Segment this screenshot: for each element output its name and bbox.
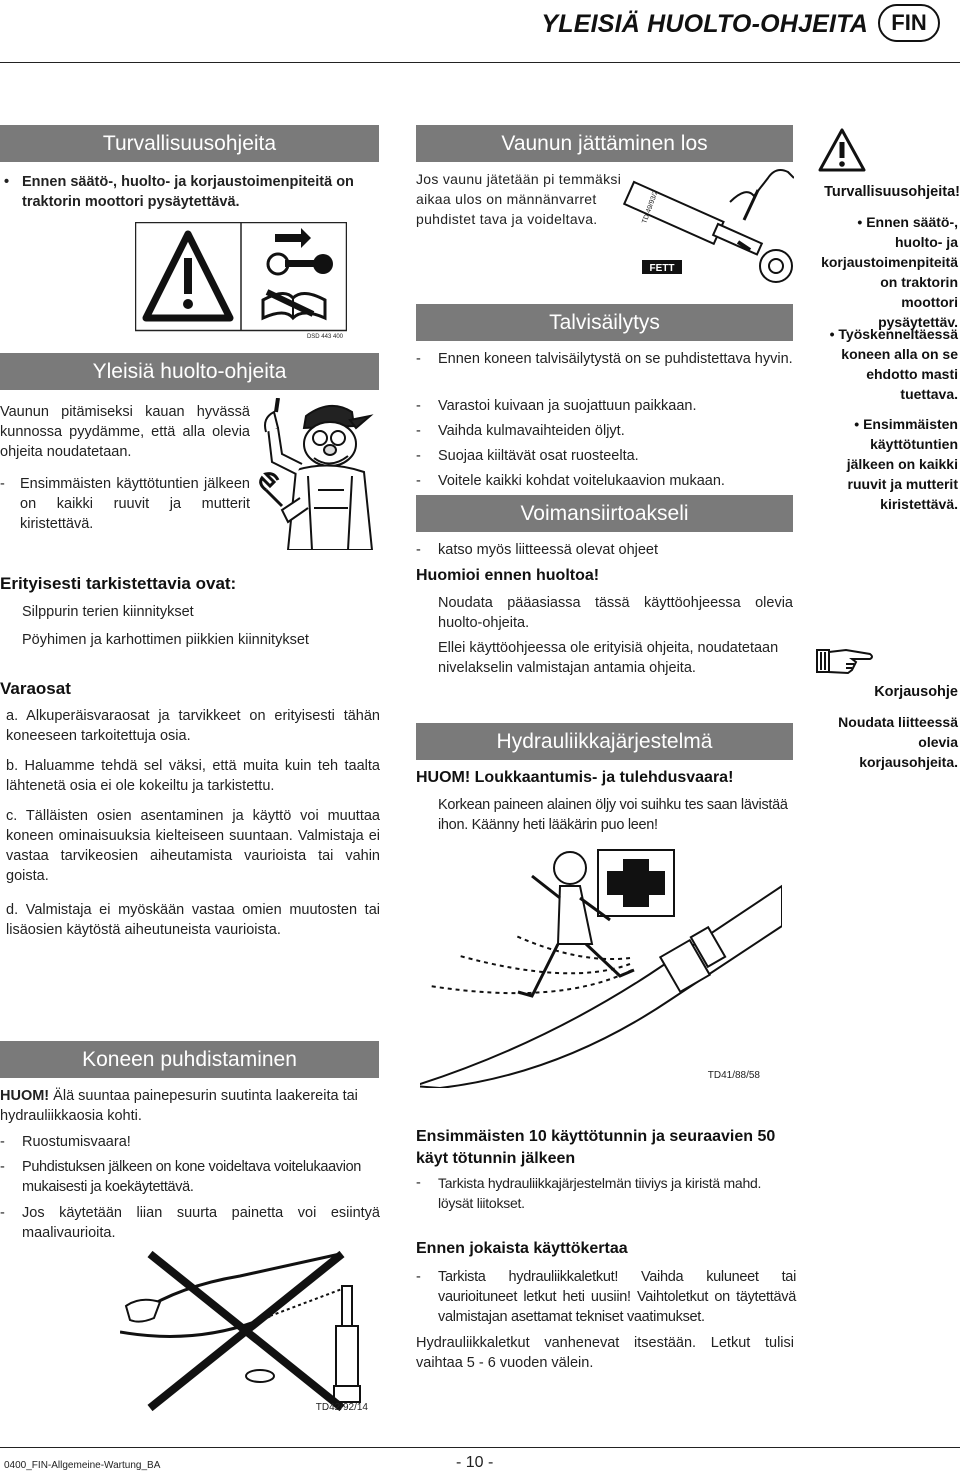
safety-section-bar: Turvallisuusohjeita [0, 125, 379, 162]
cleaning-huom-text: Älä suuntaa painepesurin suutinta laakereita tai hydrauliikkaosia kohti. [0, 1088, 358, 1124]
hydraulics-text: Korkean paineen alainen öljy voi suihku tes saan lävistää ihon. Käänny heti lääkärin puo leen! [438, 797, 788, 833]
bullet-icon: • [4, 174, 10, 190]
bullet-icon: • [854, 416, 864, 432]
safety-bullet [0, 172, 382, 212]
dash-marker: - [416, 1175, 421, 1191]
cleaning-huom [0, 1086, 380, 1126]
winter-item-text: Varastoi kuivaan ja suojattuun paikkaan. [438, 398, 697, 414]
safety-bullet-text: Ennen säätö-, huolto- ja korjaustoimenpiteitä on traktorin moottori pysäytettävä. [22, 174, 354, 210]
warning-triangle-icon [818, 126, 866, 174]
side-safety-title: Turvallisuusohjeita! [824, 184, 960, 200]
dash-marker: - [416, 1269, 421, 1285]
dash-marker: - [416, 542, 421, 558]
pto-section-bar: Voimansiirtoakseli [416, 495, 793, 532]
cylinder-code-label: TD 49/93/2 [641, 189, 660, 225]
footer-doc-code: 0400_FIN-Allgemeine-Wartung_BA [4, 1460, 161, 1471]
parts-item-d: d. Valmistaja ei myöskään vastaa omien muutosten tai lisäosien käytöstä aiheutuneista vaurioista. [6, 902, 380, 938]
cleaning-item-text: Puhdistuksen jälkeen on kone voideltava voitelukaavion mukaisesti ja koekäytettävä. [22, 1159, 362, 1195]
fett-label: FETT [649, 263, 675, 274]
release-section-bar: Vaunun jättäminen los [416, 125, 793, 162]
side-bullet-text: Ensimmäisten käyttötuntien jälkeen on kaikki ruuvit ja mutterit kiristettävä. [846, 416, 958, 512]
sign-code-label: DSD 443 400 [306, 334, 343, 340]
side-bullet-text: Työskenneltäessä koneen alla on se ehdotto masti tuettava. [838, 326, 958, 402]
pto-text-2: Ellei käyttöohjeessa ole erityisiä ohjeita, noudatetaan nivelakselin valmistajan antamia ohjeita. [438, 640, 779, 676]
winter-item-text: Ennen koneen talvisäilytystä on se puhdistettava hyvin. [438, 351, 793, 367]
check-heading: Erityisesti tarkistettavia ovat: [0, 574, 237, 593]
side-safety-bullet-3 [820, 414, 958, 514]
general-intro-text: Vaunun pitämiseksi kauan hyvässä kunnossa pyydämme, että alla olevia ohjeita noudatetaan. [0, 404, 250, 460]
parts-heading: Varaosat [0, 679, 71, 698]
pto-heading: Huomioi ennen huoltoa! [416, 567, 600, 584]
pto-text-1: Noudata pääasiassa tässä käyttöohjeessa olevia huolto-ohjeita. [438, 595, 793, 631]
side-repair-title: Korjausohje [874, 684, 958, 700]
parts-item-a: a. Alkuperäisvaraosat ja tarvikkeet on erityisesti tähän koneeseen tarkoitettuja osia. [6, 708, 380, 744]
side-safety-bullet-1 [820, 212, 958, 332]
mechanic-illustration [252, 398, 380, 550]
pto-dash-text: katso myös liitteessä olevat ohjeet [438, 542, 659, 558]
hydraulics-warning: HUOM! Loukkaantumis- ja tulehdusvaara! [416, 769, 734, 786]
hydraulics-section-bar: Hydrauliikkajärjestelmä [416, 723, 793, 760]
hydraulic-service-heading-1: Ensimmäisten 10 käyttötunnin ja seuraavien 50 käyt tötunnin jälkeen [416, 1128, 776, 1167]
side-safety-bullet-2 [820, 324, 958, 404]
winter-section-bar: Talvisäilytys [416, 304, 793, 341]
cylinder-greasing-image [618, 162, 794, 294]
footer-divider [0, 1447, 960, 1448]
check-item-2: Pöyhimen ja karhottimen piikkien kiinnitykset [22, 632, 309, 648]
bullet-icon: • [829, 326, 839, 342]
pressure-washer-prohibited-image [120, 1246, 370, 1414]
dash-marker: - [0, 1134, 5, 1150]
page-title: YLEISIÄ HUOLTO-OHJEITA [541, 10, 868, 38]
side-bullet-text: Ennen säätö-, huolto- ja korjaustoimenpiteitä on traktorin moottori pysäytettäv. [821, 214, 958, 330]
cleaning-item-text: Jos käytetään liian suurta painetta voi esiintyä maalivaurioita. [22, 1205, 380, 1241]
hydraulic-service-item-text: Tarkista hydrauliikkaletkut! Vaihda kuluneet tai vaurioituneet letkut heti uusiin! Vaihtoletkut on täytettävä valmistajan asettamat tekniset vaatimukset. [438, 1269, 796, 1325]
safety-sign-image [135, 222, 347, 340]
cleaning-item-text: Ruostumisvaara! [22, 1134, 131, 1150]
hydraulic-service-text: Hydrauliikkaletkut vanhenevat itsestään. Letkut tulisi vaihtaa 5 - 6 vuoden välein. [416, 1335, 794, 1371]
winter-item-text: Suojaa kiiltävät osat ruosteelta. [438, 448, 639, 464]
pointing-hand-icon [816, 646, 874, 676]
header-divider [0, 62, 960, 63]
dash-marker: - [0, 1205, 5, 1221]
dash-marker: - [0, 1159, 5, 1175]
dash-marker: - [416, 473, 421, 489]
hydraulic-image-code: TD41/88/58 [707, 1070, 760, 1081]
parts-item-b: b. Haluamme tehdä sel väksi, että muita kuin teh taalta lähtenetä osia ei ole kokeiltu ja tarkistettu. [6, 758, 380, 794]
hydraulic-leak-image [420, 846, 782, 1088]
dash-marker: - [0, 476, 5, 492]
dash-marker: - [416, 423, 421, 439]
winter-item-text: Voitele kaikki kohdat voitelukaavion mukaan. [438, 473, 725, 489]
washer-image-code: TD42/92/14 [315, 1402, 368, 1413]
release-text: Jos vaunu jätetään pi temmäksi aikaa ulos on männänvarret puhdistet tava ja voideltava. [416, 171, 622, 227]
bullet-icon: • [857, 214, 867, 230]
dash-marker: - [416, 448, 421, 464]
check-item-1: Silppurin terien kiinnitykset [22, 604, 194, 620]
dash-marker: - [416, 351, 421, 367]
general-dash-text: Ensimmäisten käyttötuntien jälkeen on kaikki ruuvit ja mutterit kiristettävä. [20, 476, 250, 532]
dash-marker: - [416, 398, 421, 414]
general-section-bar: Yleisiä huolto-ohjeita [0, 353, 379, 390]
winter-item-text: Vaihda kulmavaihteiden öljyt. [438, 423, 625, 439]
cleaning-huom-label: HUOM! [0, 1088, 50, 1104]
parts-item-c: c. Tälläisten osien asentaminen ja käyttö voi muuttaa koneen ominaisuuksia kielteiseen suuntaan. Valmistaja ei vastaa tarvikeosien aiheutamista vaurioista tai vahin goista. [6, 808, 380, 884]
language-badge: FIN [878, 4, 940, 42]
cleaning-section-bar: Koneen puhdistaminen [0, 1041, 379, 1078]
footer-page-number: - 10 - [456, 1454, 494, 1471]
hydraulic-service-item-text: Tarkista hydrauliikkajärjestelmän tiiviys ja kiristä mahd. löysät liitokset. [438, 1175, 762, 1211]
hydraulic-service-heading-2: Ennen jokaista käyttökertaa [416, 1240, 628, 1257]
side-repair-text: Noudata liitteessä olevia korjausohjeita. [838, 714, 958, 770]
